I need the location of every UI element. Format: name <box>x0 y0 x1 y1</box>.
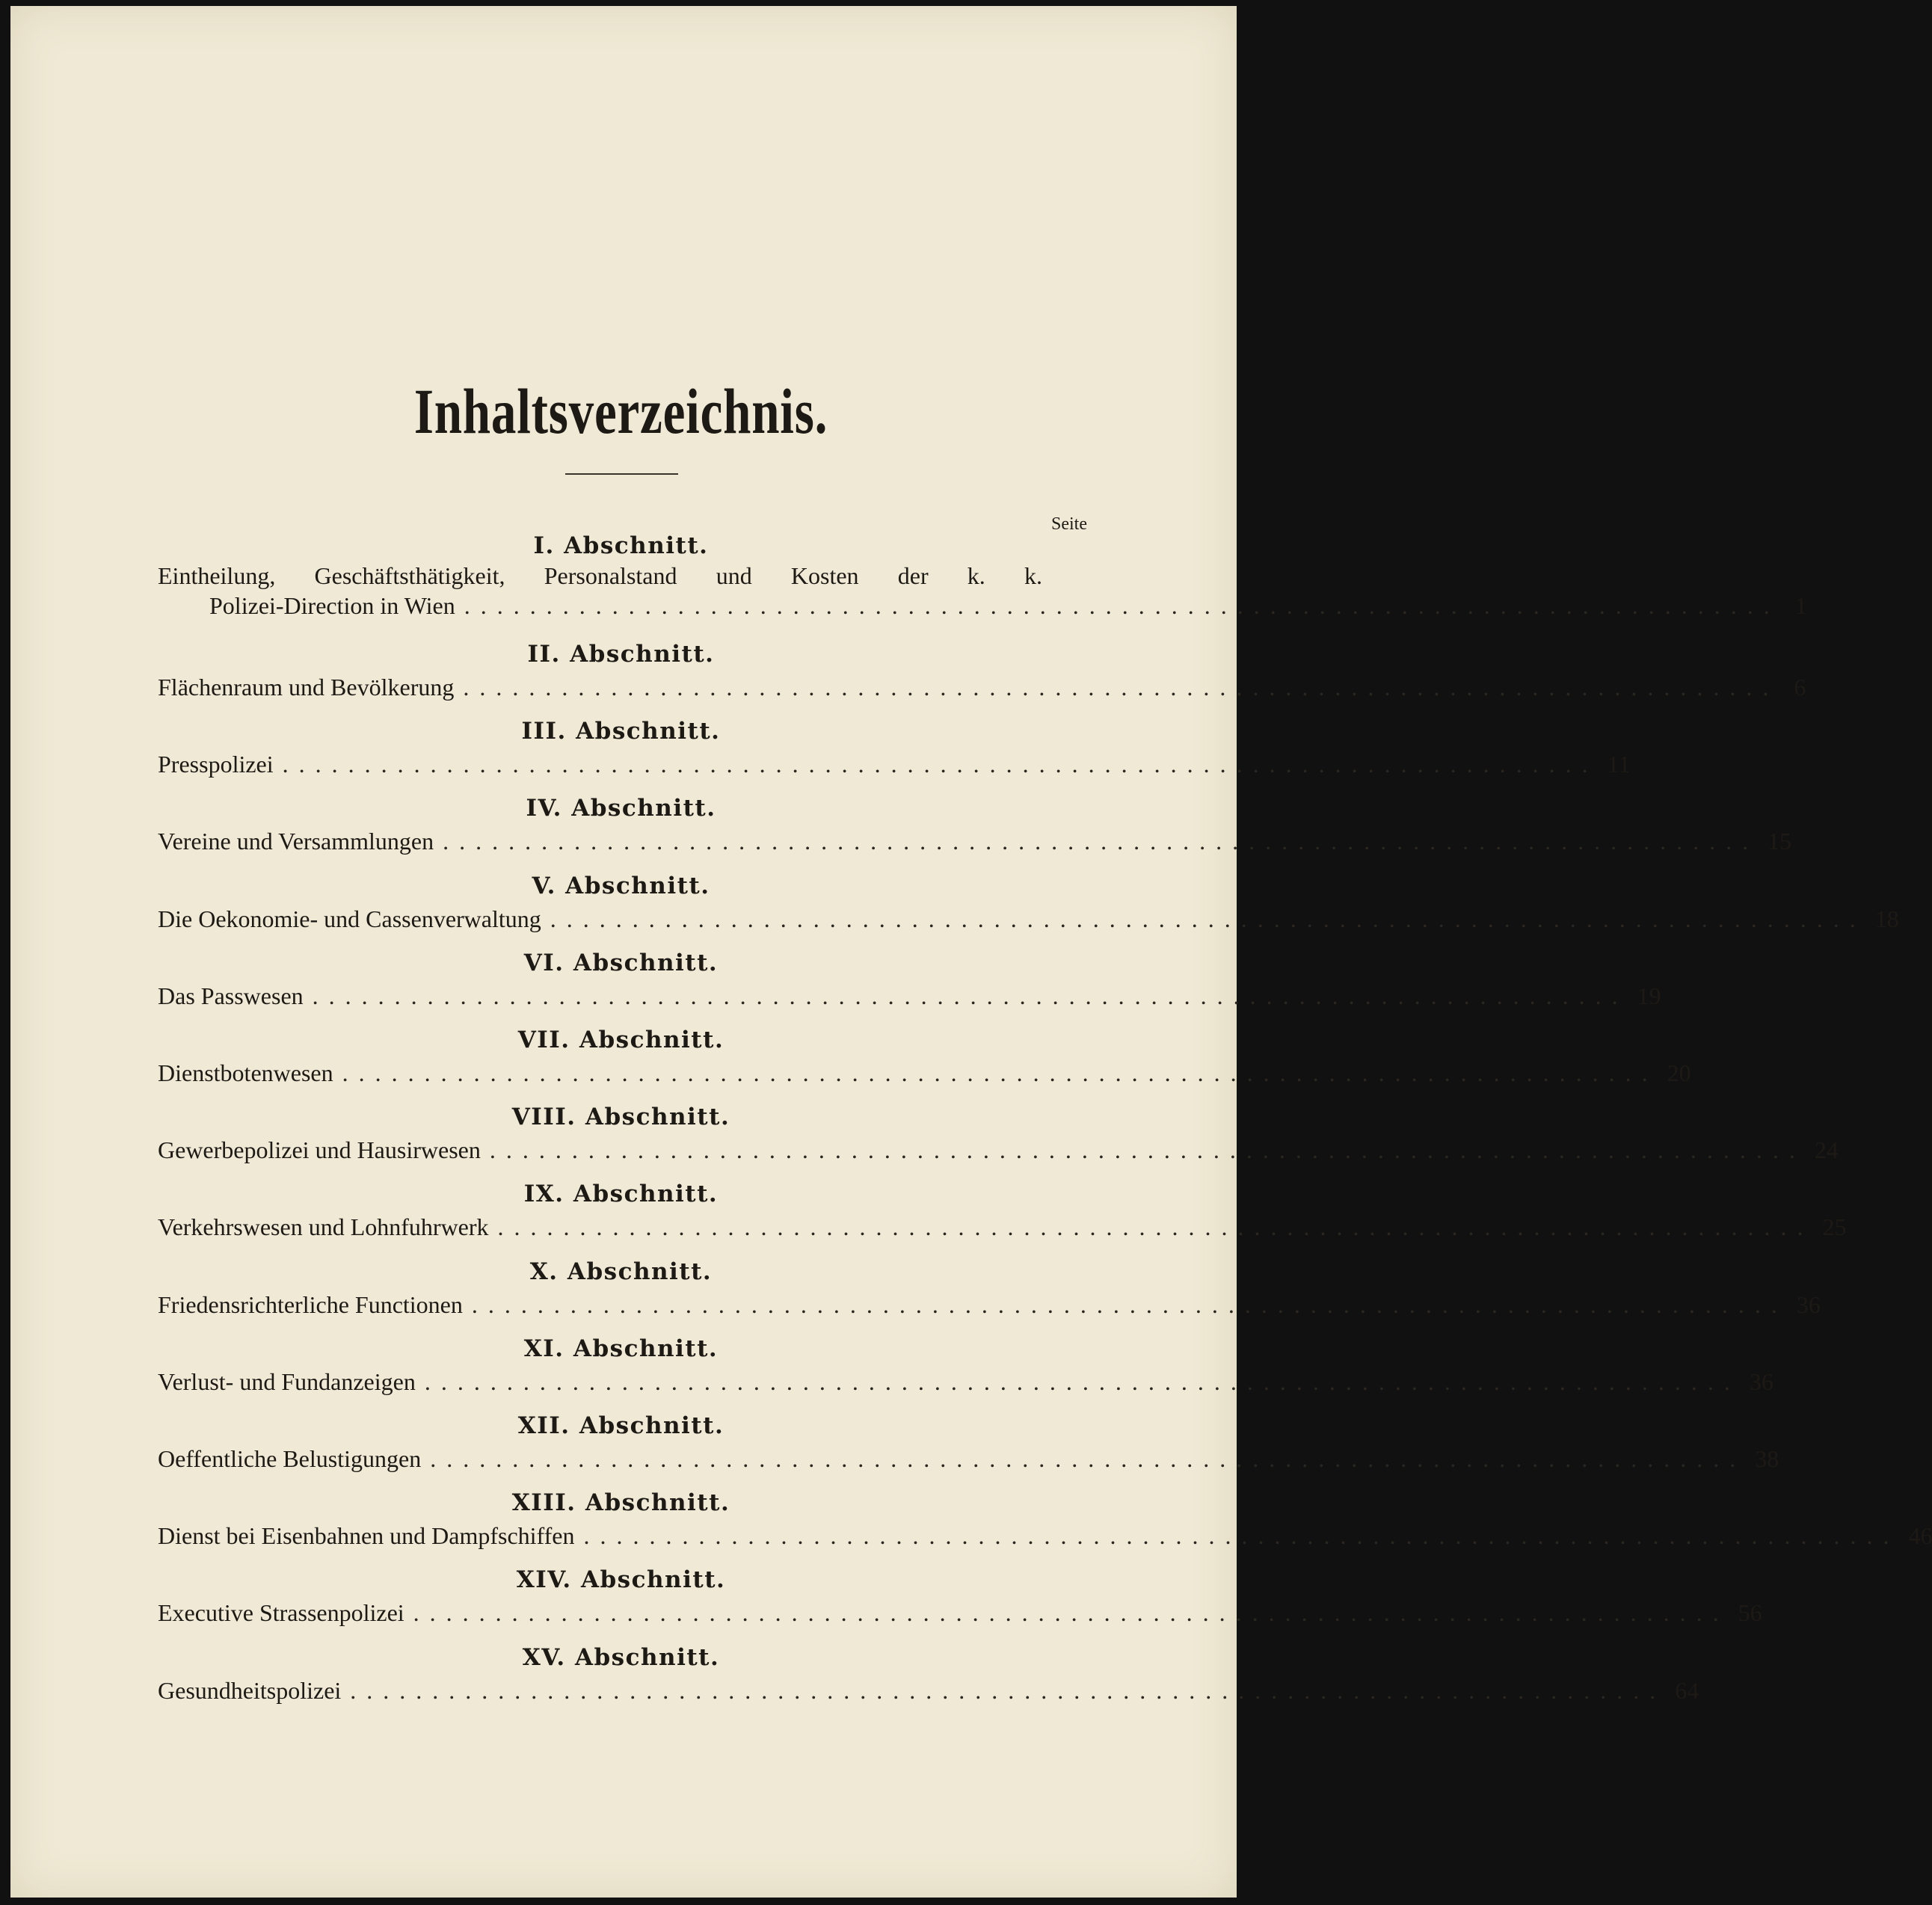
toc-entry[interactable] <box>158 1445 1779 1473</box>
toc-entry[interactable] <box>158 1676 1699 1705</box>
section-heading: VII. Abschnitt. <box>517 1027 724 1053</box>
section-heading: V. Abschnitt. <box>532 872 710 899</box>
toc-entry-title: Friedensrichterliche Functionen <box>158 1290 463 1318</box>
toc-page-number: 18 <box>1874 905 1899 932</box>
dot-leader: ................................................................................ <box>583 1522 1900 1550</box>
toc-page-number: 36 <box>1796 1290 1821 1318</box>
dot-leader: ................................................................................ <box>342 1059 1658 1086</box>
toc-entry[interactable] <box>158 982 1661 1010</box>
section-heading: XII. Abschnitt. <box>517 1412 724 1439</box>
toc-entry[interactable] <box>158 1059 1691 1087</box>
toc-entry[interactable] <box>158 1136 1839 1164</box>
toc-page-number: 24 <box>1814 1136 1839 1164</box>
toc-entry[interactable] <box>158 1213 1847 1241</box>
toc-entry-title: Gewerbepolizei und Hausirwesen <box>158 1136 481 1164</box>
dot-leader: ................................................................................ <box>282 751 1599 778</box>
toc-entry-title: Executive Strassenpolizei <box>158 1599 404 1627</box>
toc-entry[interactable] <box>158 1522 1932 1550</box>
section-heading: X. Abschnitt. <box>529 1258 713 1285</box>
toc-entry-title: Dienst bei Eisenbahnen und Dampfschiffen <box>158 1522 575 1550</box>
toc-entry[interactable] <box>158 674 1806 701</box>
toc-page-number: 6 <box>1794 674 1806 701</box>
page-title: Inhaltsverzeichnis. <box>413 375 828 447</box>
toc-entry-title: Polizei-Direction in Wien <box>209 592 455 619</box>
toc-entry-title: Oeffentliche Belustigungen <box>158 1445 422 1472</box>
toc-entry-line: Eintheilung, Geschäftsthätigkeit, Personalstand und Kosten der k. k. <box>158 562 1042 589</box>
toc-page-number: 1 <box>1794 592 1807 619</box>
dot-leader: ................................................................................ <box>471 1290 1788 1318</box>
section-heading: VIII. Abschnitt. <box>511 1104 730 1131</box>
toc-entry[interactable] <box>158 751 1631 778</box>
page-column-label: Seite <box>1051 514 1087 534</box>
toc-entry[interactable] <box>158 828 1792 855</box>
section-heading: XIV. Abschnitt. <box>516 1566 726 1594</box>
toc-entry[interactable] <box>158 1599 1762 1627</box>
dot-leader: ................................................................................ <box>489 1136 1806 1164</box>
toc-entry-title: Verlust- und Fundanzeigen <box>158 1367 416 1395</box>
section-heading: IX. Abschnitt. <box>523 1181 719 1208</box>
dot-leader: ................................................................................ <box>550 905 1866 932</box>
toc-page-number: 64 <box>1675 1676 1699 1704</box>
toc-page-number: 19 <box>1637 982 1661 1009</box>
toc-entry[interactable] <box>158 1367 1773 1396</box>
toc-entry-title: Flächenraum und Bevölkerung <box>158 674 455 701</box>
toc-entry-title: Das Passwesen <box>158 982 304 1009</box>
toc-entry-title: Verkehrswesen und Lohnfuhrwerk <box>158 1213 489 1241</box>
title-divider <box>565 473 678 475</box>
toc-entry[interactable] <box>209 592 1807 620</box>
dot-leader: ................................................................................ <box>463 674 1779 701</box>
section-heading: I. Abschnitt. <box>533 532 709 559</box>
section-heading: IV. Abschnitt. <box>526 795 716 822</box>
toc-entry-title: Presspolizei <box>158 751 274 778</box>
toc-entry[interactable] <box>158 905 1899 933</box>
toc-entry[interactable] <box>158 1290 1821 1319</box>
toc-entry-title: Gesundheitspolizei <box>158 1676 342 1704</box>
toc-page-number: 11 <box>1607 751 1631 778</box>
section-heading: II. Abschnitt. <box>527 641 715 668</box>
section-heading: XIII. Abschnitt. <box>511 1489 730 1517</box>
dot-leader: ................................................................................ <box>443 828 1759 855</box>
section-heading: XI. Abschnitt. <box>523 1335 719 1362</box>
toc-page-number: 15 <box>1768 828 1792 855</box>
dot-leader: ................................................................................ <box>424 1367 1741 1395</box>
toc-page-number: 46 <box>1908 1522 1932 1550</box>
toc-entry-title: Die Oekonomie- und Cassenverwaltung <box>158 905 541 932</box>
dot-leader: ................................................................................ <box>497 1213 1814 1241</box>
dot-leader: ................................................................................ <box>464 592 1780 619</box>
dot-leader: ................................................................................ <box>413 1599 1729 1627</box>
toc-entry-title: Vereine und Versammlungen <box>158 828 434 855</box>
toc-page-number: 56 <box>1738 1599 1762 1627</box>
toc-page-number: 36 <box>1749 1367 1773 1395</box>
section-heading: VI. Abschnitt. <box>523 949 719 976</box>
dot-leader: ................................................................................ <box>312 982 1628 1009</box>
dot-leader: ................................................................................ <box>350 1676 1667 1704</box>
section-heading: III. Abschnitt. <box>521 718 721 745</box>
toc-page-number: 20 <box>1667 1059 1691 1086</box>
section-heading: XV. Abschnitt. <box>522 1643 720 1671</box>
toc-page-number: 38 <box>1755 1445 1779 1472</box>
toc-page-number: 25 <box>1822 1213 1847 1241</box>
toc-entry-title: Dienstbotenwesen <box>158 1059 333 1086</box>
dot-leader: ................................................................................ <box>430 1445 1747 1472</box>
